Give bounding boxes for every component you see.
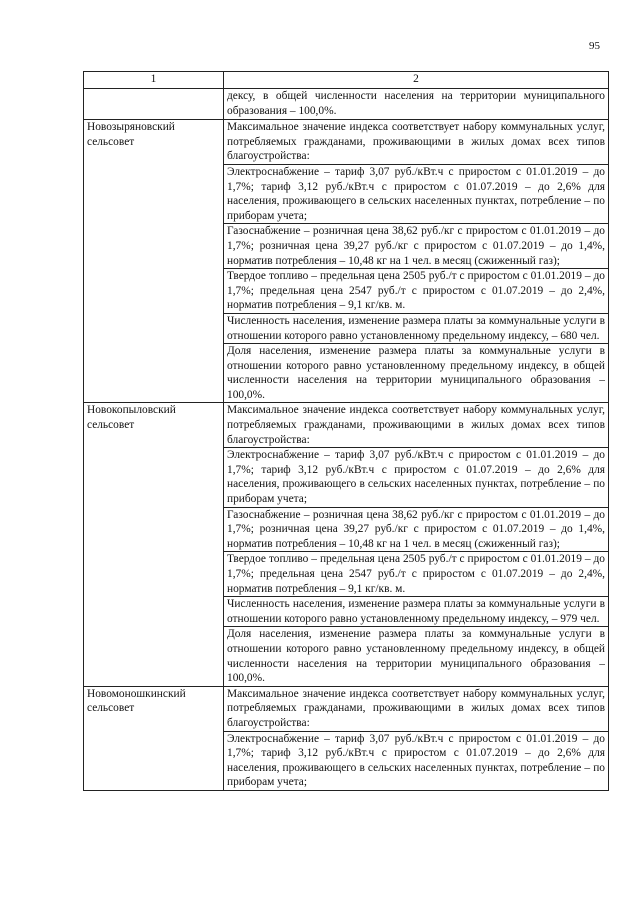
- page-number: 95: [589, 40, 600, 52]
- continuation-name-cell: [84, 89, 224, 120]
- table-header-row: [84, 72, 609, 89]
- continuation-content-cell: [224, 89, 609, 120]
- table-row: [84, 686, 609, 790]
- indicator-content-cell: [224, 403, 609, 686]
- indicator-content-cell: [224, 686, 609, 790]
- indicator-content-cell: [224, 120, 609, 403]
- paragraph-intro: Максимальное значение индекса соответствует набору коммунальных услуг, потребляемых гражданами, проживающими в жилых домах всех типов благоустройства:: [227, 687, 605, 729]
- table-row-continuation: [84, 89, 609, 120]
- column-header-1: 1: [84, 72, 224, 89]
- paragraph-electricity: Электроснабжение – тариф 3,07 руб./кВт.ч с приростом с 01.01.2019 – до 1,7%; тариф 3,12 руб./кВт.ч с приростом с 01.07.2019 – до 2,6% для населения, проживающего в сельских населенных пунктах, потребление – по приборам учета;: [224, 731, 608, 790]
- municipality-name: Новозыряновский сельсовет: [84, 120, 224, 403]
- table-row: [84, 403, 609, 686]
- paragraph-solid-fuel: Твердое топливо – предельная цена 2505 руб./т с приростом с 01.01.2019 – до 1,7%; предельная цена 2547 руб./т с приростом с 01.07.2019 – до 2,4%, норматив потребления – 9,1 кг/кв. м.: [224, 551, 608, 596]
- paragraph-solid-fuel: Твердое топливо – предельная цена 2505 руб./т с приростом с 01.01.2019 – до 1,7%; предельная цена 2547 руб./т с приростом с 01.07.2019 – до 2,4%, норматив потребления – 9,1 кг/кв. м.: [224, 268, 608, 313]
- paragraph-population: Численность населения, изменение размера платы за коммунальные услуги в отношении которого равно установленному предельному индексу, – 680 чел.: [224, 313, 608, 343]
- table-row: [84, 120, 609, 403]
- tariff-table: [83, 71, 609, 791]
- paragraph-electricity: Электроснабжение – тариф 3,07 руб./кВт.ч с приростом с 01.01.2019 – до 1,7%; тариф 3,12 руб./кВт.ч с приростом с 01.07.2019 – до 2,6% для населения, проживающего в сельских населенных пунктах, потребление – по приборам учета;: [224, 164, 608, 223]
- municipality-name: Новомоношкинский сельсовет: [84, 686, 224, 790]
- paragraph-intro: Максимальное значение индекса соответствует набору коммунальных услуг, потребляемых гражданами, проживающими в жилых домах всех типов благоустройства:: [227, 404, 605, 446]
- paragraph-population-share: Доля населения, изменение размера платы за коммунальные услуги в отношении которого равно установленному предельному индексу, в общей численности населения на территории муниципального образования – 100,0%.: [224, 343, 608, 402]
- paragraph-population: Численность населения, изменение размера платы за коммунальные услуги в отношении которого равно установленному предельному индексу, – 979 чел.: [224, 596, 608, 626]
- paragraph-electricity: Электроснабжение – тариф 3,07 руб./кВт.ч с приростом с 01.01.2019 – до 1,7%; тариф 3,12 руб./кВт.ч с приростом с 01.07.2019 – до 2,6% для населения, проживающего в сельских населенных пунктах, потребление – по приборам учета;: [224, 447, 608, 506]
- continuation-paragraph: дексу, в общей численности населения на территории муниципального образования – 100,0%.: [227, 90, 605, 117]
- paragraph-gas: Газоснабжение – розничная цена 38,62 руб./кг с приростом с 01.01.2019 – до 1,7%; розничная цена 39,27 руб./кг с приростом с 01.07.2019 – до 1,4%, норматив потребления – 10,48 кг на 1 чел. в месяц (сжиженный газ);: [224, 223, 608, 268]
- municipality-name: Новокопыловский сельсовет: [84, 403, 224, 686]
- paragraph-population-share: Доля населения, изменение размера платы за коммунальные услуги в отношении которого равно установленному предельному индексу, в общей численности населения на территории муниципального образования – 100,0%.: [224, 626, 608, 685]
- paragraph-gas: Газоснабжение – розничная цена 38,62 руб./кг с приростом с 01.01.2019 – до 1,7%; розничная цена 39,27 руб./кг с приростом с 01.07.2019 – до 1,4%, норматив потребления – 10,48 кг на 1 чел. в месяц (сжиженный газ);: [224, 507, 608, 552]
- paragraph-intro: Максимальное значение индекса соответствует набору коммунальных услуг, потребляемых гражданами, проживающими в жилых домах всех типов благоустройства:: [227, 121, 605, 163]
- column-header-2: 2: [224, 72, 609, 89]
